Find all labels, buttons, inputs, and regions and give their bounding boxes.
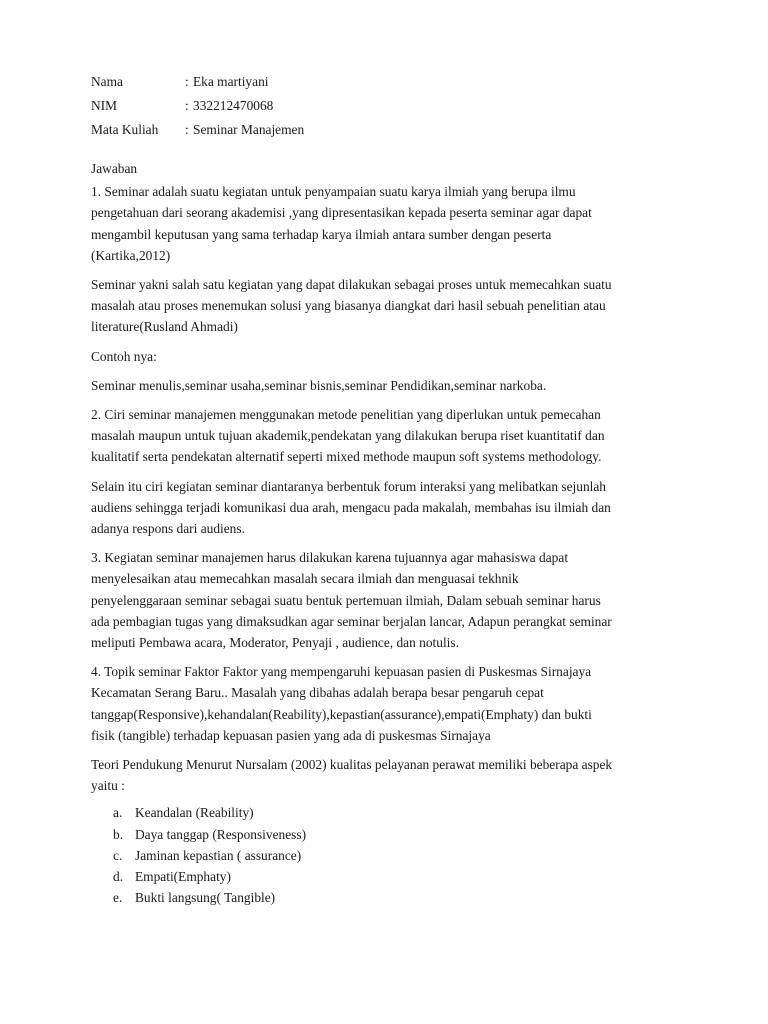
paragraph-answer-3 bbox=[91, 547, 691, 653]
text-line: literature(Rusland Ahmadi) bbox=[91, 319, 238, 335]
text-line: masalah atau proses menemukan solusi yang biasanya diangkat dari hasil sebuah penelitian atau bbox=[91, 298, 606, 314]
text-line: menyelesaikan atau memecahkan masalah secara ilmiah dan menguasai tekhnik bbox=[91, 571, 519, 587]
header-label: Mata Kuliah bbox=[91, 122, 159, 137]
header-row-nim bbox=[91, 94, 691, 118]
list-marker: c. bbox=[113, 847, 123, 863]
paragraph-example-label bbox=[91, 346, 691, 367]
document-content bbox=[91, 70, 691, 909]
header-value: Eka martiyani bbox=[193, 74, 269, 89]
paragraph-answer-2 bbox=[91, 404, 691, 468]
text-line: pengetahuan dari seorang akademisi ,yang dipresentasikan kepada peserta seminar agar dapat bbox=[91, 205, 592, 221]
paragraph-answer-4 bbox=[91, 661, 691, 746]
list-item bbox=[91, 866, 691, 887]
paragraph-answer-1 bbox=[91, 181, 691, 266]
list-item-text: Empati(Emphaty) bbox=[135, 869, 231, 885]
text-line: 4. Topik seminar Faktor Faktor yang mempengaruhi kepuasan pasien di Puskesmas Sirnajaya bbox=[91, 664, 592, 680]
text-line: penyelenggaraan seminar sebagai suatu bentuk pertemuan ilmiah, Dalam sebuah seminar harus bbox=[91, 592, 601, 608]
header-label: NIM bbox=[91, 98, 118, 113]
header-row-mata-kuliah bbox=[91, 118, 691, 142]
list-marker: e. bbox=[113, 890, 123, 906]
text-line: Seminar yakni salah satu kegiatan yang dapat dilakukan sebagai proses untuk memecahkan suatu bbox=[91, 277, 612, 293]
list-item-text: Jaminan kepastian ( assurance) bbox=[135, 847, 302, 863]
text-line: adanya respons dari audiens. bbox=[91, 521, 245, 537]
student-info-header bbox=[91, 70, 691, 142]
paragraph-examples bbox=[91, 375, 691, 396]
list-item-text: Bukti langsung( Tangible) bbox=[135, 890, 276, 906]
aspect-list bbox=[91, 802, 691, 908]
text-line: Selain itu ciri kegiatan seminar diantaranya berbentuk forum interaksi yang melibatkan sejunlah bbox=[91, 478, 606, 494]
text-line: audiens sehingga terjadi komunikasi dua arah, mengacu pada makalah, membahas isu ilmiah dan bbox=[91, 499, 611, 515]
list-marker: d. bbox=[113, 869, 124, 885]
text-line: meliputi Pembawa acara, Moderator, Penyaji , audience, dan notulis. bbox=[91, 635, 459, 651]
list-marker: a. bbox=[113, 805, 123, 821]
list-item-text: Keandalan (Reability) bbox=[135, 805, 254, 821]
text-line: yaitu : bbox=[91, 778, 125, 794]
text-line: ada pembagian tugas yang dimaksudkan agar seminar berjalan lancar, Adapun perangkat seminar bbox=[91, 613, 612, 629]
text-line: Contoh nya: bbox=[91, 348, 157, 364]
list-item bbox=[91, 824, 691, 845]
header-separator: : bbox=[185, 74, 189, 89]
header-separator: : bbox=[185, 98, 189, 113]
jawaban-heading: Jawaban bbox=[91, 161, 138, 176]
list-marker: b. bbox=[113, 826, 124, 842]
text-line: 1. Seminar adalah suatu kegiatan untuk penyampaian suatu karya ilmiah yang berupa ilmu bbox=[91, 184, 576, 200]
text-line: masalah maupun untuk tujuan akademik,pendekatan yang dilakukan berupa riset kuantitatif dan bbox=[91, 428, 605, 444]
header-value: Seminar Manajemen bbox=[193, 122, 305, 137]
paragraph-theory bbox=[91, 754, 691, 796]
paragraph-definition bbox=[91, 274, 691, 338]
text-line: mengambil keputusan yang sama terhadap karya ilmiah antara sumber dengan peserta bbox=[91, 226, 552, 242]
text-line: kualitatif serta pendekatan alternatif seperti mixed methode maupun soft systems methodology. bbox=[91, 449, 602, 465]
text-line: fisik (tangible) terhadap kepuasan pasien yang ada di puskesmas Sirnajaya bbox=[91, 727, 491, 743]
list-item-text: Daya tanggap (Responsiveness) bbox=[135, 826, 307, 842]
list-item bbox=[91, 887, 691, 908]
header-separator: : bbox=[185, 122, 189, 137]
text-line: tanggap(Responsive),kehandalan(Reability),kepastian(assurance),empati(Emphaty) dan bukti bbox=[91, 706, 592, 722]
text-line: Kecamatan Serang Baru.. Masalah yang dibahas adalah berapa besar pengaruh cepat bbox=[91, 685, 544, 701]
text-line: Teori Pendukung Menurut Nursalam (2002) kualitas pelayanan perawat memiliki beberapa aspek bbox=[91, 757, 613, 773]
text-line: 2. Ciri seminar manajemen menggunakan metode penelitian yang diperlukan untuk pemecahan bbox=[91, 407, 601, 423]
list-item bbox=[91, 845, 691, 866]
text-line: 3. Kegiatan seminar manajemen harus dilakukan karena tujuannya agar mahasiswa dapat bbox=[91, 550, 569, 566]
header-label: Nama bbox=[91, 74, 123, 89]
header-row-nama bbox=[91, 70, 691, 94]
text-line: (Kartika,2012) bbox=[91, 247, 171, 263]
list-item bbox=[91, 802, 691, 823]
header-value: 332212470068 bbox=[193, 98, 274, 113]
text-line: Seminar menulis,seminar usaha,seminar bisnis,seminar Pendidikan,seminar narkoba. bbox=[91, 377, 547, 393]
paragraph-characteristics bbox=[91, 476, 691, 540]
